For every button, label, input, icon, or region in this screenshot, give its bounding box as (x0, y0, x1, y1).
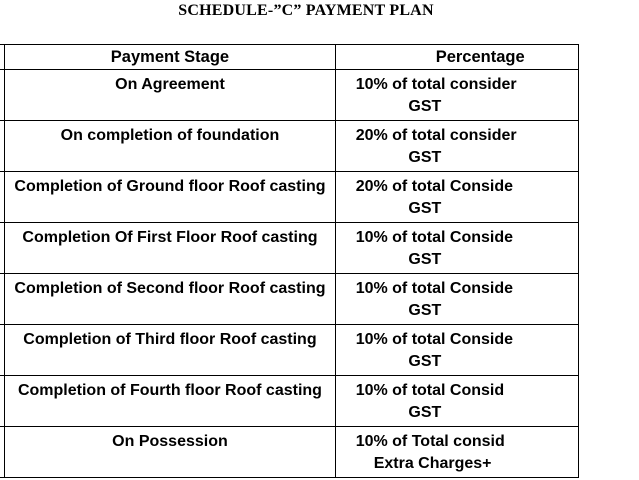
percentage-text: 10% of total consider (355, 76, 517, 93)
payment-stage-cell (5, 172, 335, 223)
payment-stage-text: On completion of foundation (60, 127, 280, 144)
table-row (0, 274, 579, 325)
percentage-cell (335, 376, 578, 427)
percentage-extra-text: Extra Charges+ (373, 455, 492, 472)
payment-stage-cell (5, 121, 335, 172)
percentage-gst-text: GST (408, 200, 442, 217)
percentage-gst-text: GST (408, 302, 442, 319)
payment-stage-text: Completion of Second floor Roof casting (14, 280, 326, 297)
payment-stage-text: Completion Of First Floor Roof casting (22, 229, 318, 246)
table-row (0, 70, 579, 121)
percentage-text: 10% of Total consid (355, 433, 505, 450)
percentage-gst-text: GST (408, 353, 442, 370)
payment-stage-cell (5, 70, 335, 121)
table-row (0, 427, 579, 478)
document-title: SCHEDULE-”C” PAYMENT PLAN (178, 2, 434, 19)
percentage-cell (335, 427, 578, 478)
payment-stage-cell (5, 376, 335, 427)
percentage-text: 10% of total Conside (355, 280, 514, 297)
payment-stage-text: On Possession (112, 433, 228, 450)
percentage-cell (335, 172, 578, 223)
table-row (0, 172, 579, 223)
table-header-row (0, 45, 579, 70)
percentage-gst-text: GST (408, 251, 442, 268)
percentage-text: 20% of total Conside (355, 178, 514, 195)
percentage-cell (335, 274, 578, 325)
payment-stage-text: On Agreement (115, 76, 225, 93)
table-row (0, 121, 579, 172)
payment-stage-cell (5, 223, 335, 274)
table-row (0, 376, 579, 427)
percentage-gst-text: GST (408, 404, 442, 421)
percentage-text: 10% of total Consid (355, 382, 505, 399)
payment-stage-text: Completion of Fourth floor Roof casting (17, 382, 322, 399)
column-header-percentage: Percentage (335, 45, 578, 70)
table-row (0, 325, 579, 376)
percentage-text: 10% of total Conside (355, 331, 514, 348)
percentage-gst-text: GST (408, 149, 442, 166)
percentage-cell (335, 223, 578, 274)
percentage-text: 10% of total Conside (355, 229, 514, 246)
percentage-gst-text: GST (408, 98, 442, 115)
percentage-text: 20% of total consider (355, 127, 517, 144)
table-row (0, 223, 579, 274)
percentage-cell (335, 121, 578, 172)
column-header-payment-stage: Payment Stage (5, 45, 335, 70)
percentage-cell (335, 325, 578, 376)
payment-stage-text: Completion of Ground floor Roof casting (14, 178, 326, 195)
payment-stage-cell (5, 427, 335, 478)
payment-stage-cell (5, 325, 335, 376)
payment-stage-cell (5, 274, 335, 325)
percentage-cell (335, 70, 578, 121)
payment-stage-text: Completion of Third floor Roof casting (23, 331, 317, 348)
payment-plan-table (0, 44, 579, 478)
